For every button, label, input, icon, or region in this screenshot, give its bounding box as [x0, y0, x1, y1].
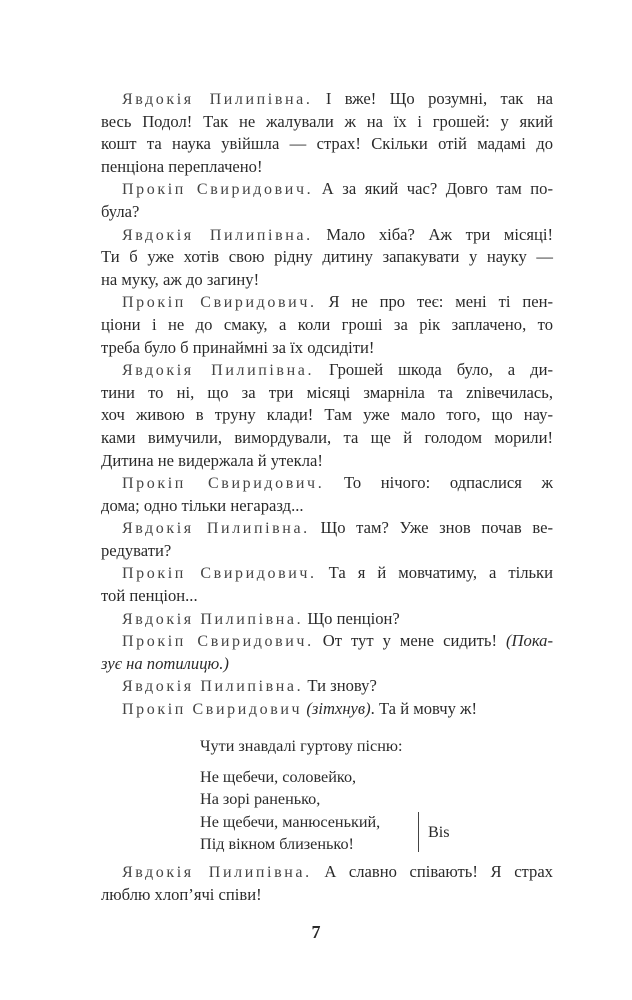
text-line: [101, 404, 553, 427]
speaker-name: Явдокія Пилипівна.: [122, 610, 304, 628]
text-line: [101, 585, 553, 608]
text-line: [101, 133, 553, 156]
speech-text: редувати?: [101, 540, 172, 560]
dialogue-paragraph: [101, 178, 553, 223]
song-verse: Не щебечи, соловейко,: [200, 767, 357, 786]
speech-text: Я не про теє: мені ті пен-: [316, 292, 553, 312]
text-line: [101, 517, 553, 540]
text-line: [101, 495, 553, 518]
text-line: [101, 608, 553, 631]
text-line: [101, 246, 553, 269]
text-line: [101, 450, 553, 473]
page-number: 7: [311, 922, 321, 942]
text-line: [101, 314, 553, 337]
speech-text: той пенціон...: [101, 586, 198, 606]
dialogue-paragraph: [101, 517, 553, 562]
dialogue-paragraph: [101, 861, 553, 906]
text-line: [101, 291, 553, 314]
speech-text: ками вимучили, вимордували, та ще й голодом морили!: [101, 427, 553, 447]
speech-text: А славно співають! Я страх: [311, 862, 553, 881]
text-line: [101, 675, 553, 698]
speaker-name: Прокіп Свиридович: [122, 701, 303, 719]
text-line: [101, 156, 553, 179]
speaker-name: Прокіп Свиридович.: [122, 565, 317, 583]
dialogue-paragraph: [101, 359, 553, 472]
dialogue-paragraph: [101, 88, 553, 178]
text-line: [101, 337, 553, 360]
text-line: [101, 382, 553, 405]
dialogue-paragraph: [101, 608, 553, 631]
speech-text: Що пенціон?: [303, 608, 400, 628]
speech-text: Дитина не видержала й утекла!: [101, 450, 323, 470]
speaker-name: Прокіп Свиридович.: [122, 294, 317, 312]
song-verse: Під вікном близенько!: [200, 835, 354, 853]
dialogue-paragraph: [101, 630, 553, 675]
text-line: [101, 269, 553, 292]
stage-direction: (Пока-: [506, 631, 554, 651]
text-line: [101, 88, 553, 111]
speech-text: А за який час? Довго там по-: [313, 179, 553, 199]
text-line: [101, 201, 553, 224]
speaker-name: Явдокія Пилипівна.: [122, 362, 315, 380]
speech-text: Та я й мовчатиму, а тільки: [316, 563, 553, 583]
text-line: [101, 178, 553, 201]
text-line: [101, 427, 553, 450]
speaker-name: Явдокія Пилипівна.: [122, 226, 313, 244]
song-block: [200, 735, 402, 856]
text-line: [101, 111, 553, 134]
speech-text: весь Подол! Так не жалували ж на їх і грошей: у який: [101, 111, 553, 131]
dialogue-paragraph: [101, 698, 553, 721]
text-line: [101, 224, 553, 247]
stage-direction: (зітхнув): [306, 699, 371, 719]
speaker-name: Прокіп Свиридович.: [122, 475, 325, 493]
song-verse: На зорі раненько,: [200, 790, 321, 808]
dialogue-paragraph: [101, 291, 553, 359]
speech-text: дома; одно тільки негаразд...: [101, 495, 304, 515]
speech-text: Грошей шкода було, а ди-: [314, 360, 553, 380]
speech-text: Ти б уже хотів свою рідну дитину запакувати у науку —: [101, 247, 553, 267]
dialogue-paragraph: [101, 675, 553, 698]
speaker-name: Явдокія Пилипівна.: [122, 678, 304, 696]
speaker-name: Прокіп Свиридович.: [122, 633, 314, 651]
dialogue-paragraph: [101, 562, 553, 607]
dialogue-paragraph: [101, 224, 553, 292]
text-line: [101, 698, 553, 721]
speech-text: пенціона переплачено!: [101, 156, 263, 176]
speaker-name: Явдокія Пилипівна.: [122, 91, 313, 108]
speech-text: То нічого: одпаслися ж: [324, 473, 553, 493]
speech-text: І вже! Що розумні, так на: [312, 89, 553, 108]
speech-text: . Та й мовчу ж!: [370, 699, 478, 719]
stage-direction: зує на потилицю.): [101, 653, 229, 673]
repeat-mark: Bis: [428, 823, 450, 841]
speech-text: кошт та наука увійшла — страх! Скільки отій мадамі до: [101, 134, 553, 154]
text-line: [101, 562, 553, 585]
text-line: [101, 884, 553, 907]
dialogue-text: [101, 88, 553, 721]
text-line: [101, 861, 553, 884]
stage-direction: Чути знавдалі гуртову пісню:: [200, 737, 403, 755]
speech-text: ціони і не до смаку, а коли гроші за рік заплачено, то: [101, 314, 553, 334]
text-line: [101, 472, 553, 495]
text-line: [101, 630, 553, 653]
speaker-name: Прокіп Свиридович.: [122, 181, 314, 199]
speech-text: хоч живою в труну клади! Там уже мало того, що нау-: [101, 405, 553, 425]
speech-text: Ти знову?: [303, 676, 377, 696]
speech-text: Мало хіба? Аж три місяці!: [312, 224, 553, 244]
speech-text: люблю хлоп’ячі співи!: [101, 884, 262, 904]
speech-text: От тут у мене сидить!: [313, 631, 507, 651]
dialogue-text-after-song: [101, 861, 553, 906]
speaker-name: Явдокія Пилипівна.: [122, 520, 310, 538]
text-line: [101, 540, 553, 563]
dialogue-paragraph: [101, 472, 553, 517]
speech-text: треба було б принаймні за їх одсидіти!: [101, 337, 375, 357]
speech-text: тини то ні, що за три місяці змарніла та znівечилась,: [101, 382, 553, 402]
speaker-name: Явдокія Пилипівна.: [122, 864, 312, 881]
text-line: [101, 359, 553, 382]
speech-text: Що там? Уже знов почав ве-: [309, 518, 553, 538]
song-verse: Не щебечи, манюсенький,: [200, 812, 381, 831]
speech-text: була?: [101, 201, 140, 221]
text-line: [101, 653, 553, 676]
speech-text: на муку, аж до загину!: [101, 269, 260, 289]
repeat-bracket: [418, 812, 419, 852]
